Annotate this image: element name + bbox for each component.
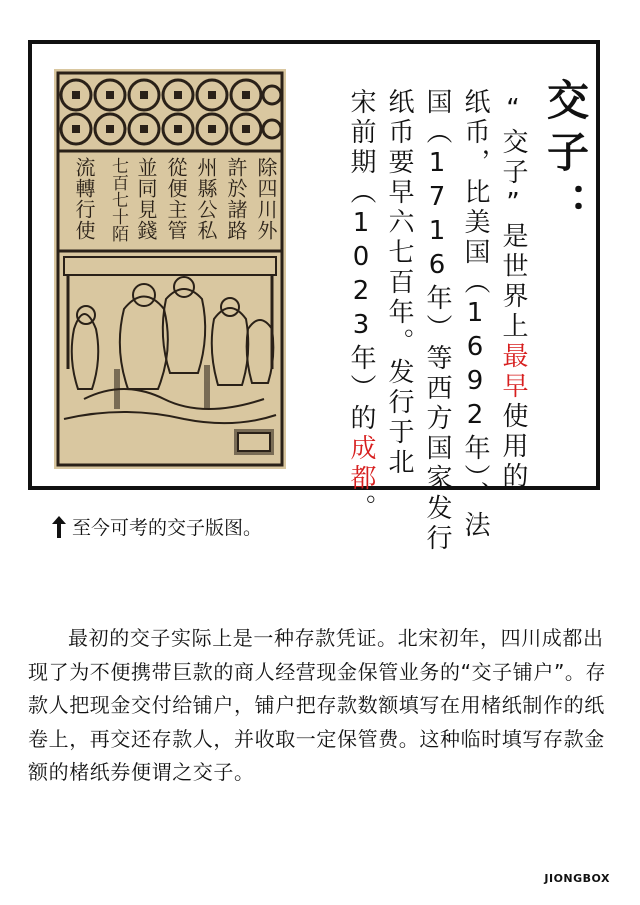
description-col-1: “交子”是世界上最早使用的 bbox=[498, 94, 528, 492]
banknote-illustration bbox=[54, 69, 286, 469]
jiaozi-banknote-image bbox=[54, 69, 286, 469]
highlight-earliest: 最早 bbox=[498, 342, 528, 402]
description-col-4: 纸币要早六七百年。发行于北 bbox=[384, 88, 414, 478]
caption-text: 至今可考的交子版图。 bbox=[72, 517, 263, 539]
banknote-text-col-4: 從便主管 bbox=[164, 157, 188, 241]
banknote-text-col-5: 並同見錢 bbox=[134, 157, 158, 241]
banknote-text-col-7: 流轉行使 bbox=[72, 157, 96, 241]
banknote-text-col-3: 州縣公私 bbox=[194, 157, 218, 241]
highlight-chengdu: 成都 bbox=[346, 434, 376, 494]
banknote-text-col-6: 七百七十陌 bbox=[108, 157, 128, 242]
description-col-5: 宋前期（1023年）的成都。 bbox=[346, 88, 376, 524]
brand-logo: JIONGBOX bbox=[544, 872, 610, 885]
image-caption bbox=[52, 513, 262, 540]
page-title: 交子： bbox=[541, 78, 590, 234]
body-paragraph: 最初的交子实际上是一种存款凭证。北宋初年，四川成都出现了为不便携带巨款的商人经营现金保管业务的“交子铺户”。存款人把现金交付给铺户，铺户把存款数额填写在用楮纸制作的纸卷上，再交还存款人，并收取一定保管费。这种临时填写存款金额的楮纸券便谓之交子。 bbox=[28, 626, 607, 784]
banknote-text-col-2: 許於諸路 bbox=[224, 157, 248, 241]
up-arrow-icon bbox=[52, 516, 66, 538]
banknote-text-col-1: 除四川外 bbox=[254, 157, 278, 241]
description-col-3: 国（1716年）等西方国家发行 bbox=[422, 88, 452, 554]
description-col-2: 纸币，比美国（1692年）、法 bbox=[460, 88, 490, 541]
